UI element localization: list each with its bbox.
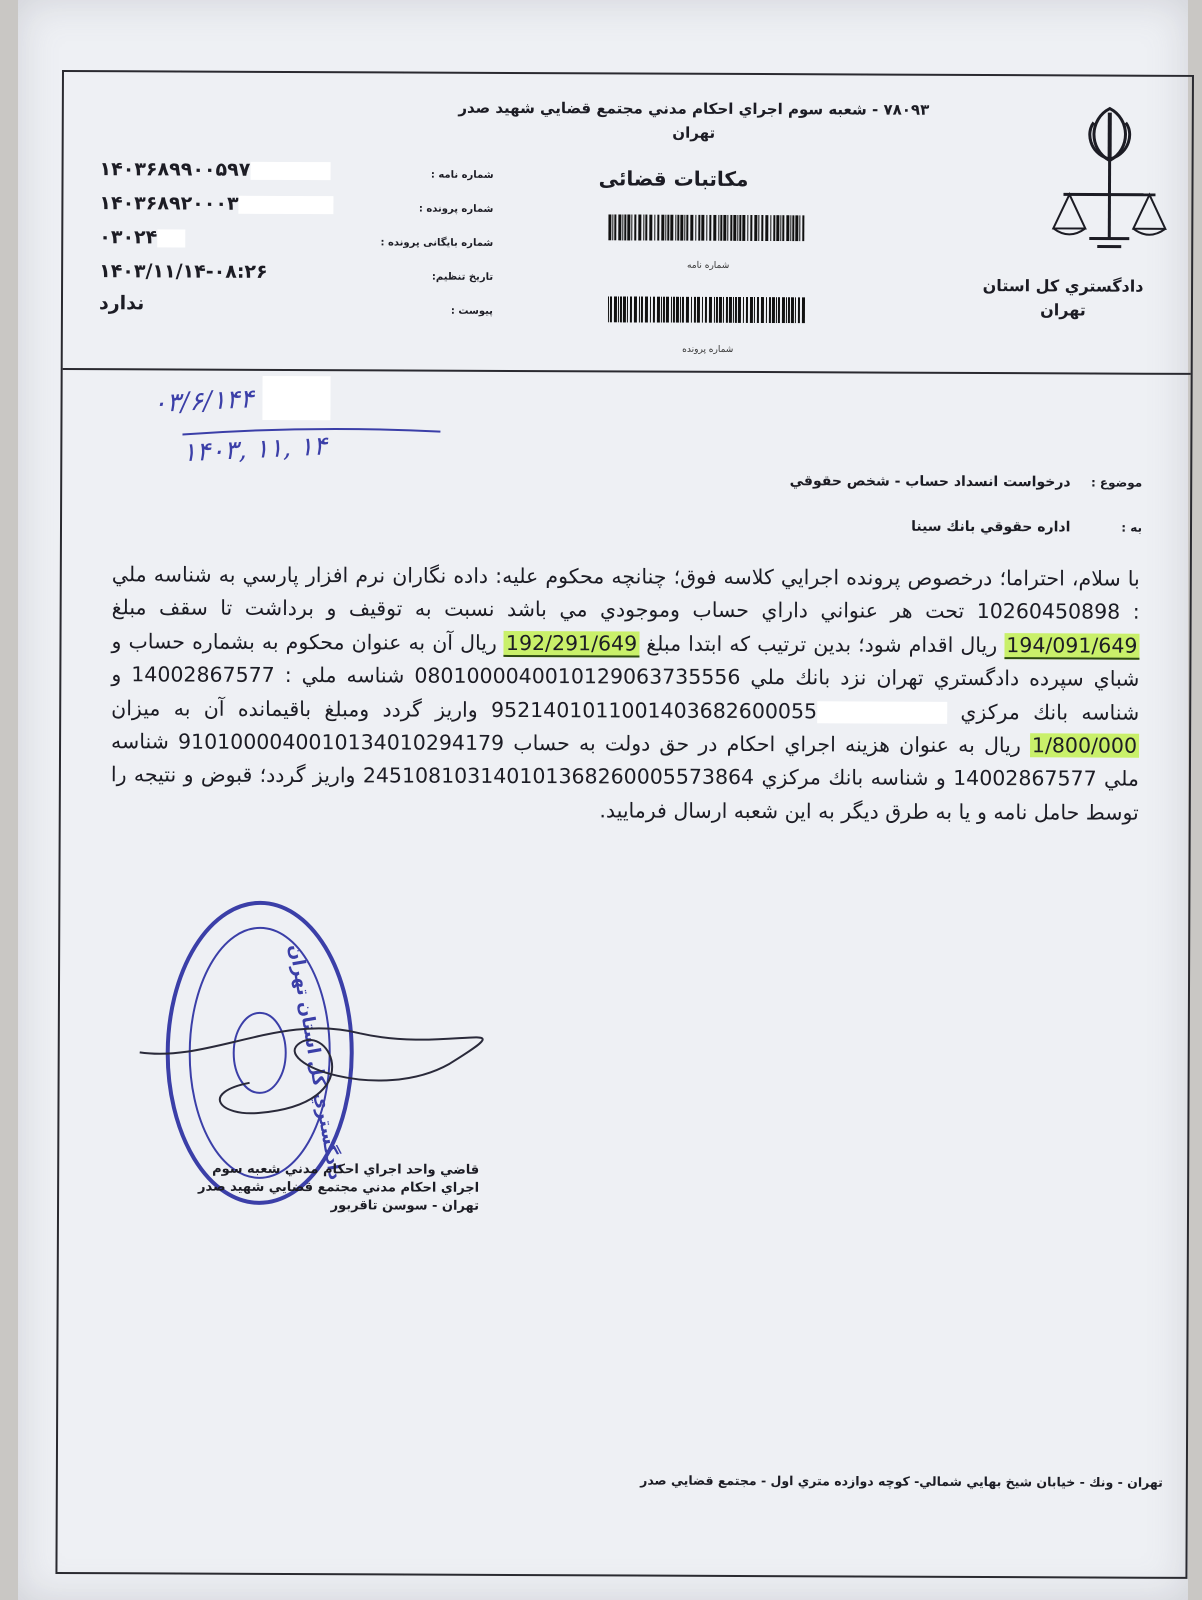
barcode-bar xyxy=(697,297,700,323)
barcode-bar xyxy=(614,296,617,322)
barcode-bar xyxy=(723,215,726,241)
barcode-bar xyxy=(799,215,800,241)
subject-label: موضوع : xyxy=(1090,475,1143,490)
barcode-bar xyxy=(790,215,791,241)
barcode-bar xyxy=(677,215,679,241)
barcode-bar xyxy=(770,215,771,241)
body-part1: با سلام، احتراما؛ درخصوص پرونده اجرايي كلاسه فوق؛ چنانچه محكوم عليه: داده نگاران نرم افزار پارسي به شناسه ملي : 10260450898 تحت هر عنواني داراي حساب وموجودي مي باشد نسبت به توقيف و برداشت تا سقف مبلغ xyxy=(111,562,1140,625)
barcode-bar xyxy=(631,214,632,240)
redaction-box xyxy=(262,376,330,420)
barcode-bar xyxy=(730,215,732,241)
barcode-bar xyxy=(682,297,684,323)
barcode-bar xyxy=(747,215,748,241)
barcode-bar xyxy=(610,296,612,322)
header-divider xyxy=(63,368,1191,375)
barcode-bar xyxy=(782,215,784,241)
highlighted-amount-2: 192/291/649 xyxy=(504,631,639,658)
judiciary-emblem-icon xyxy=(1049,98,1170,279)
barcode-bar xyxy=(746,297,748,323)
barcode-bar xyxy=(657,297,660,323)
barcode-bar xyxy=(680,215,683,241)
barcode-bar xyxy=(750,297,753,323)
barcode-bar xyxy=(798,297,800,323)
signature-block xyxy=(139,1160,479,1215)
barcode-bar xyxy=(743,297,744,323)
redaction-box xyxy=(157,229,185,247)
barcode-bar xyxy=(698,215,700,241)
barcode-bar xyxy=(673,297,675,323)
barcode-bar xyxy=(654,215,655,241)
letter-body xyxy=(111,558,1140,830)
court-name xyxy=(958,274,1168,323)
attachment-label: پيوست : xyxy=(450,305,493,317)
letter-frame xyxy=(55,70,1194,1579)
letter-number-text: ۱۴۰۳۶۸۹۹۰۰۵۹۷ xyxy=(99,158,251,181)
barcode-bar xyxy=(686,297,689,323)
barcode-bar xyxy=(778,297,780,323)
barcode-bar xyxy=(719,297,722,323)
date-label: تاريخ تنظيم: xyxy=(431,271,494,283)
barcode-bar xyxy=(795,215,798,241)
barcode-bar xyxy=(773,215,775,241)
letter-barcode xyxy=(608,214,808,241)
signature-line2: اجراي احكام مدني مجتمع قضايي شهيد صدر xyxy=(197,1179,480,1196)
barcode-bar xyxy=(757,297,759,323)
barcode-bar xyxy=(675,215,676,241)
body-part4: واريز گردد ومبلغ باقيمانده آن به ميزان xyxy=(111,695,478,722)
barcode-bar xyxy=(661,297,662,323)
barcode-bar xyxy=(720,215,722,241)
signature-scribble xyxy=(129,992,490,1134)
signature-line1: قاضي واحد اجراي احكام مدني شعبه سوم xyxy=(212,1161,480,1178)
barcode-bar xyxy=(733,297,734,323)
case-number-label: شماره پرونده : xyxy=(418,203,494,215)
barcode-bar xyxy=(665,215,666,241)
barcode-bar xyxy=(709,215,711,241)
letter-number-label: شماره نامه : xyxy=(430,169,494,181)
barcode-bar xyxy=(630,296,632,322)
case-number-text: ۱۴۰۳۶۸۹۲۰۰۰۳ xyxy=(99,192,239,215)
barcode-bar xyxy=(684,215,685,241)
stamp-text: دادگستري كل استان تهران xyxy=(284,942,346,1182)
barcode-bar xyxy=(705,297,707,323)
archive-number-text: ۰۳۰۲۴ xyxy=(99,226,158,249)
barcode-bar xyxy=(802,215,804,241)
document-type-title: مكاتبات قضائی xyxy=(598,166,749,191)
subject-value: درخواست انسداد حساب - شخص حقوقي xyxy=(789,473,1071,491)
barcode-bar xyxy=(661,215,664,241)
case-number-value xyxy=(99,192,359,215)
branch-title-line2: تهران xyxy=(672,123,716,142)
barcode-bar xyxy=(780,215,781,241)
barcode-bar xyxy=(706,215,707,241)
barcode-bar xyxy=(802,297,805,323)
case-barcode-caption: شماره پرونده xyxy=(682,344,734,355)
footer-address: تهران - ونك - خيابان شيخ بهايي شمالي- كوچه دوازده متري اول - مجتمع قضايي صدر xyxy=(640,1472,1163,1490)
barcode-bar xyxy=(754,215,757,241)
barcode-bar xyxy=(612,214,613,240)
barcode-bar xyxy=(645,297,648,323)
barcode-bar xyxy=(634,214,636,240)
barcode-bar xyxy=(782,297,785,323)
highlighted-amount-1: 194/091/649 xyxy=(1004,633,1139,660)
barcode-bar xyxy=(792,215,794,241)
barcode-bar xyxy=(795,297,796,323)
barcode-bar xyxy=(729,297,732,323)
body-part2: ريال اقدام شود؛ بدين ترتيب كه ابتدا مبلغ xyxy=(646,631,998,657)
body-part3b: 9521401011001403682600055 xyxy=(490,697,818,723)
barcode-bar xyxy=(713,215,716,241)
handwritten-number xyxy=(152,375,331,427)
barcode-bar xyxy=(627,296,628,322)
barcode-bar xyxy=(639,297,640,323)
barcode-bar xyxy=(680,297,681,323)
barcode-bar xyxy=(694,297,696,323)
barcode-bar xyxy=(765,215,768,241)
barcode-bar xyxy=(666,297,669,323)
barcode-bar xyxy=(663,297,665,323)
redaction-box xyxy=(239,195,334,213)
barcode-bar xyxy=(718,215,719,241)
barcode-bar xyxy=(738,297,741,323)
barcode-bar xyxy=(788,297,790,323)
case-barcode xyxy=(608,296,808,323)
handwritten-number-text: ۰۳/۶/۱۴۴ xyxy=(151,384,255,420)
recipient-label: به : xyxy=(1121,520,1143,535)
signature-line3: تهران - سوسن تاقربور xyxy=(330,1198,480,1214)
barcode-bar xyxy=(733,215,736,241)
barcode-bar xyxy=(614,214,616,240)
barcode-bar xyxy=(608,296,609,322)
barcode-bar xyxy=(650,297,651,323)
barcode-bar xyxy=(638,215,641,241)
barcode-bar xyxy=(657,215,659,241)
barcode-bar xyxy=(645,215,647,241)
body-part5: ريال به عنوان هزينه اجراي احكام در حق دولت به حساب 9101000040010134010294179 شناسه ملي 14002867577 و شناسه بانك مركزي 245108103140101368260005573864 واريز گردد؛ قبوض و نتيجه را توسط حامل نامه و يا به طرق ديگر به اين شعبه ارسال فرماييد. xyxy=(110,729,1139,825)
archive-number-label: شماره بایگانی پرونده : xyxy=(380,237,494,249)
barcode-bar xyxy=(624,214,626,240)
barcode-bar xyxy=(701,215,704,241)
letter-number-value xyxy=(100,158,360,181)
date-value: ۱۴۰۳/۱۱/۱۴-۰۸:۲۶ xyxy=(99,260,268,283)
barcode-bar xyxy=(671,297,672,323)
subject-row xyxy=(622,469,1142,490)
barcode-bar xyxy=(709,297,712,323)
barcode-bar xyxy=(676,297,679,323)
handwritten-date: ۱۴۰۳, ۱۱, ۱۴ xyxy=(181,431,328,469)
branch-title-line1: ۷۸۰۹۳ - شعبه سوم اجراي احكام مدني مجتمع قضايي شهيد صدر xyxy=(458,98,930,119)
barcode-bar xyxy=(761,215,763,241)
barcode-bar xyxy=(653,297,655,323)
barcode-bar xyxy=(690,215,693,241)
barcode-bar xyxy=(716,297,718,323)
barcode-bar xyxy=(754,297,755,323)
barcode-bar xyxy=(634,296,637,322)
barcode-bar xyxy=(670,215,673,241)
barcode-bar xyxy=(714,297,715,323)
barcode-bar xyxy=(786,297,787,323)
barcode-bar xyxy=(742,215,745,241)
barcode-bar xyxy=(702,297,703,323)
barcode-bar xyxy=(641,297,643,323)
barcode-bar xyxy=(622,214,623,240)
barcode-bar xyxy=(618,296,619,322)
barcode-bar xyxy=(791,297,794,323)
barcode-bar xyxy=(750,215,752,241)
barcode-bar xyxy=(667,215,669,241)
recipient-value: اداره حقوقي بانك سينا xyxy=(911,518,1071,536)
highlighted-amount-3: 1/800/000 xyxy=(1031,733,1138,758)
barcode-bar xyxy=(691,297,692,323)
recipient-row xyxy=(622,514,1142,535)
barcode-bar xyxy=(695,215,696,241)
barcode-bar xyxy=(786,215,789,241)
letter-barcode-caption: شماره نامه xyxy=(686,260,730,271)
barcode-bar xyxy=(776,297,777,323)
barcode-bar xyxy=(723,297,724,323)
barcode-bar xyxy=(769,297,771,323)
barcode-bar xyxy=(776,215,779,241)
archive-number-value xyxy=(99,226,359,249)
barcode-bar xyxy=(608,214,611,240)
barcode-bar xyxy=(772,297,775,323)
redaction-box xyxy=(817,701,947,724)
barcode-bar xyxy=(727,215,728,241)
barcode-bar xyxy=(686,215,688,241)
body-part3: ريال آن به عنوان محكوم به بشماره حساب و شباي سپرده دادگستري تهران نزد بانك ملي 0801000040010129063735556 شناسه ملي : 14002867577 و شناسه بانك مركزي xyxy=(111,629,1140,725)
barcode-bar xyxy=(761,297,764,323)
barcode-bar xyxy=(627,214,630,240)
redaction-box xyxy=(250,161,330,179)
court-name-line1: دادگستري كل استان xyxy=(982,276,1144,296)
barcode-bar xyxy=(766,297,767,323)
document-paper xyxy=(18,0,1188,1600)
barcode-bar xyxy=(726,297,728,323)
attachment-value: ندارد xyxy=(98,292,145,315)
barcode-bar xyxy=(623,296,626,322)
barcode-bar xyxy=(618,214,621,240)
barcode-bar xyxy=(737,215,738,241)
branch-title xyxy=(434,96,954,146)
barcode-bar xyxy=(643,215,644,241)
barcode-bar xyxy=(739,215,741,241)
barcode-bar xyxy=(735,297,737,323)
barcode-bar xyxy=(620,296,622,322)
barcode-bar xyxy=(649,215,652,241)
barcode-bar xyxy=(758,215,759,241)
court-name-line2: تهران xyxy=(1040,300,1086,320)
